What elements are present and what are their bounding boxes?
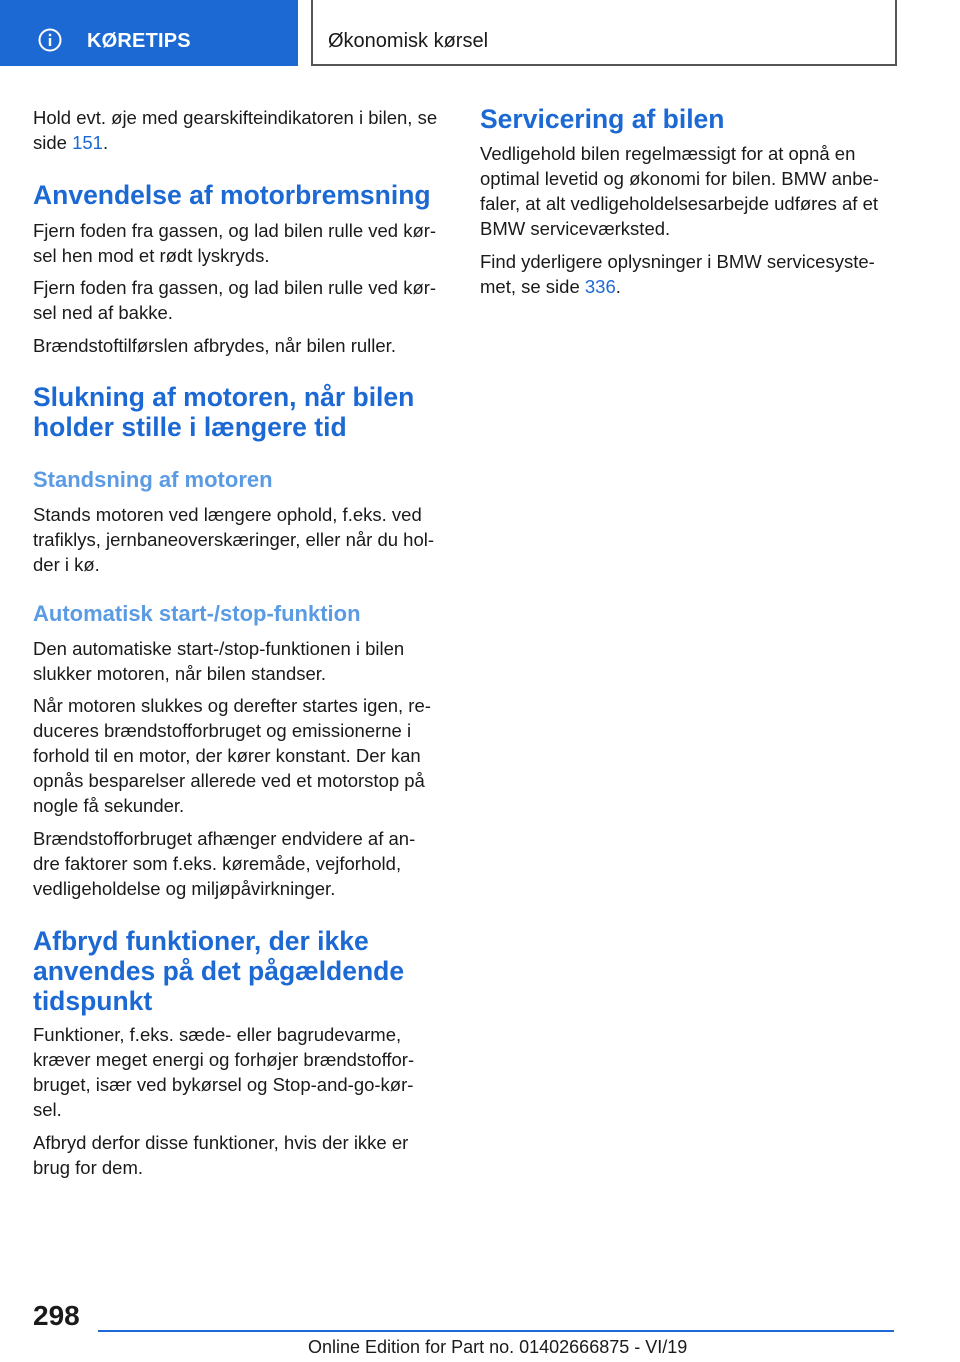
intro-line-2	[33, 130, 108, 156]
paragraph-line: brug for dem.	[33, 1157, 144, 1178]
paragraph-line: Fjern foden fra gassen, og lad bilen rulle ved kør-	[33, 277, 437, 298]
paragraph-line: BMW serviceværksted.	[480, 218, 671, 239]
chapter-box	[311, 0, 897, 66]
intro-line-1: Hold evt. øje med gearskifteindikatoren i bilen, se	[33, 107, 438, 128]
footer-divider	[98, 1330, 894, 1332]
paragraph-line: Funktioner, f.eks. sæde- eller bagrudevarme,	[33, 1024, 402, 1045]
paragraph-line: slukker motoren, når bilen standser.	[33, 663, 327, 684]
section-label: KØRETIPS	[87, 30, 191, 52]
paragraph-line: duceres brændstofforbruget og emissionerne i	[33, 720, 412, 741]
intro-text: side	[33, 132, 73, 153]
page-link-336[interactable]: 336	[584, 276, 616, 297]
paragraph-line: Den automatiske start-/stop-funktionen i bilen	[33, 638, 405, 659]
subheading-standsning: Standsning af motoren	[33, 467, 273, 492]
page-link-151[interactable]: 151	[72, 132, 103, 153]
subheading-autostart: Automatisk start-/stop-funktion	[33, 601, 361, 626]
paragraph-line: sel ned af bakke.	[33, 302, 173, 323]
page-number: 298	[33, 1300, 80, 1331]
heading-slukning-line-1: Slukning af motoren, når bilen	[33, 382, 415, 412]
paragraph-line: Brændstoftilførslen afbrydes, når bilen ruller.	[33, 335, 396, 356]
section-tab	[0, 0, 298, 66]
paragraph-line-with-link	[480, 274, 621, 300]
heading-servicering: Servicering af bilen	[480, 104, 725, 134]
paragraph-line: sel.	[33, 1099, 62, 1120]
paragraph-line: Brændstofforbruget afhænger endvidere af an-	[33, 828, 416, 849]
info-circle-icon	[38, 28, 62, 52]
heading-afbryd-line-1: Afbryd funktioner, der ikke	[33, 926, 369, 956]
paragraph-line: faler, at alt vedligeholdelsesarbejde udføres af et	[480, 193, 878, 214]
paragraph-line: optimal levetid og økonomi for bilen. BMW anbe-	[480, 168, 879, 189]
service-period: .	[615, 276, 621, 297]
heading-afbryd-line-2: anvendes på det pågældende	[33, 956, 405, 986]
chapter-title: Økonomisk kørsel	[328, 30, 489, 52]
paragraph-line: kræver meget energi og forhøjer brændstoffor-	[33, 1049, 415, 1070]
paragraph-line: sel hen mod et rødt lyskryds.	[33, 245, 270, 266]
paragraph-line: Vedligehold bilen regelmæssigt for at opnå en	[480, 143, 856, 164]
heading-afbryd-line-3: tidspunkt	[33, 986, 153, 1016]
paragraph-line: vedligeholdelse og miljøpåvirkninger.	[33, 878, 336, 899]
paragraph-line: dre faktorer som f.eks. køremåde, vejforhold,	[33, 853, 402, 874]
service-text: met, se side	[480, 276, 585, 297]
paragraph-line: Fjern foden fra gassen, og lad bilen rulle ved kør-	[33, 220, 437, 241]
paragraph-line: trafiklys, jernbaneoverskæringer, eller når du hol-	[33, 529, 435, 550]
paragraph-line: Stands motoren ved længere ophold, f.eks. ved	[33, 504, 422, 525]
heading-slukning-line-2: holder stille i længere tid	[33, 412, 347, 442]
paragraph-line: Afbryd derfor disse funktioner, hvis der ikke er	[33, 1132, 409, 1153]
paragraph-line: Når motoren slukkes og derefter startes igen, re-	[33, 695, 431, 716]
paragraph-line: bruget, især ved bykørsel og Stop-and-go-kør-	[33, 1074, 414, 1095]
paragraph-line: nogle få sekunder.	[33, 795, 185, 816]
paragraph-line: der i kø.	[33, 554, 100, 575]
paragraph-line: opnås besparelser allerede ved et motorstop på	[33, 770, 425, 791]
intro-period: .	[102, 132, 109, 153]
paragraph-line: forhold til en motor, der kører konstant. Der kan	[33, 745, 421, 766]
page-header	[0, 0, 960, 66]
edition-text: Online Edition for Part no. 01402666875 - VI/19	[308, 1337, 688, 1357]
heading-motorbremsning: Anvendelse af motorbremsning	[33, 180, 431, 210]
paragraph-line: Find yderligere oplysninger i BMW servicesyste-	[480, 251, 875, 272]
